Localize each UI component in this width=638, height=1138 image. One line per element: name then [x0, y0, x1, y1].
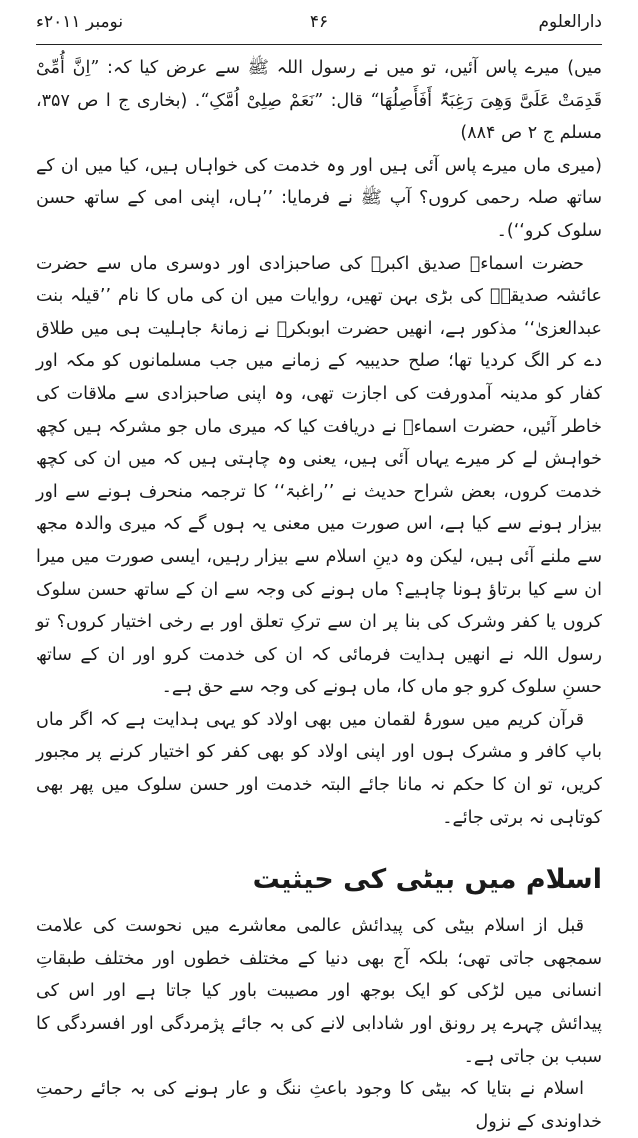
paragraph-daughter-status: قبل از اسلام بیٹی کی پیدائش عالمی معاشرے میں نحوست کی علامت سمجھی جاتی تھی؛ بلکہ آج بھی دنیا کے مختلف خطوں اور مختلف طبقاتِ انسانی میں لڑکی کو ایک بوجھ اور مصیبت باور کیا جاتا ہے اور اس کی پیدائش چہرے پر رونق اور شادابی لانے کی بہ جائے پژمردگی اور افسردگی کا سبب بن جاتی ہے۔ [36, 916, 602, 1067]
section-heading: اسلام میں بیٹی کی حیثیت [252, 864, 602, 896]
hadith-intro: میں) میرے پاس آئیں، تو میں نے رسول اللہ ﷺ سے عرض کیا کہ: [99, 58, 602, 78]
hadith-arabic-answer: ”نَعَمْ صِلِیْ اُمَّکِ“ [200, 90, 324, 111]
page-number: ۴۶ [309, 12, 329, 32]
journal-name: دارالعلوم [538, 12, 602, 32]
issue-date: نومبر ۲۰۱۱ء [36, 12, 124, 32]
paragraph-explanation: حضرت اسماءؓ صدیق اکبرؓ کی صاحبزادی اور دوسری ماں سے حضرت عائشہ صدیقہؓ کی بڑی بہن تھیں، روایات میں ان کی ماں کا نام ’’قیلہ بنت عبدالعزیٰ‘‘ مذکور ہے، انھیں حضرت ابوبکرؓ نے زمانۂ جاہلیت ہی میں طلاق دے کر الگ کردیا تھا؛ صلح حدیبیہ کے زمانے میں جب مسلمانوں کو مکہ اور کفار کو مدینہ آمدورفت کی اجازت تھی، وہ اپنی صاحبزادی سے ملاقات کی خاطر آئیں، حضرت اسماءؓ نے دریافت کیا کہ میری ماں جو مشرکہ ہیں کچھ خواہش لے کر میرے یہاں آئی ہیں، یعنی وہ چاہتی ہیں کہ میں ان کی کچھ خدمت کروں، بعض شراح حدیث نے ’’راغبۃ‘‘ کا ترجمہ منحرف ہونے سے اور بیزار ہونے سے کیا ہے، اس صورت میں معنی یہ ہوں گے کہ میری والدہ مجھ سے ملنے آئی ہیں، لیکن وہ دینِ اسلام سے بیزار رہیں، ایسی صورت میں میرا ان سے کیا برتاؤ ہونا چاہیے؟ ماں ہونے کی وجہ سے ان کے ساتھ حسن سلوک کروں یا کفر وشرک کی بنا پر ان سے ترکِ تعلق اور بے رخی اختیار کروں؟ تو رسول اللہ نے انھیں ہدایت فرمائی کہ ان کی خدمت کرو اور ان کے ساتھ حسنِ سلوک کرو جو ماں کا، ماں ہونے کی وجہ سے حق ہے۔ [36, 253, 602, 698]
paragraph-islam-daughter: اسلام نے بتایا کہ بیٹی کا وجود باعثِ ننگ و عار ہونے کی بہ جائے رحمتِ خداوندی کے نزول [36, 1079, 602, 1132]
header-divider [36, 44, 602, 45]
hadith-qala: قال: [323, 90, 371, 111]
paragraph-hadith [36, 52, 602, 150]
paragraph-quran: قرآن کریم میں سورۂ لقمان میں بھی اولاد کو یہی ہدایت ہے کہ اگر ماں باپ کافر و مشرک ہوں اور اپنی اولاد کو بھی کفر کو اختیار کرنے پر مجبور کریں، تو ان کا حکم نہ مانا جائے البتہ خدمت اور حسن سلوک میں پھر بھی کوتاہی نہ برتی جائے۔ [36, 709, 602, 828]
hadith-reference: . (بخاری ج ا ص ۳۵۷، مسلم ج ۲ ص ۸۸۴) [36, 90, 602, 144]
hadith-arabic-question: ”اِنَّ أُمِّیْ قَدِمَتْ عَلَیَّ وَھِیَ رَغِبَۃٌ أَفَأَصِلُھَا“ [36, 58, 602, 111]
running-header [36, 10, 602, 40]
paragraph-translation: (میری ماں میرے پاس آئی ہیں اور وہ خدمت کی خواہاں ہیں، کیا میں ان کے ساتھ صلہ رحمی کروں؟ آپ ﷺ نے فرمایا: ’’ہاں، اپنی امی کے ساتھ حسن سلوک کرو‘‘)۔ [36, 155, 602, 241]
article-body [36, 52, 602, 1138]
